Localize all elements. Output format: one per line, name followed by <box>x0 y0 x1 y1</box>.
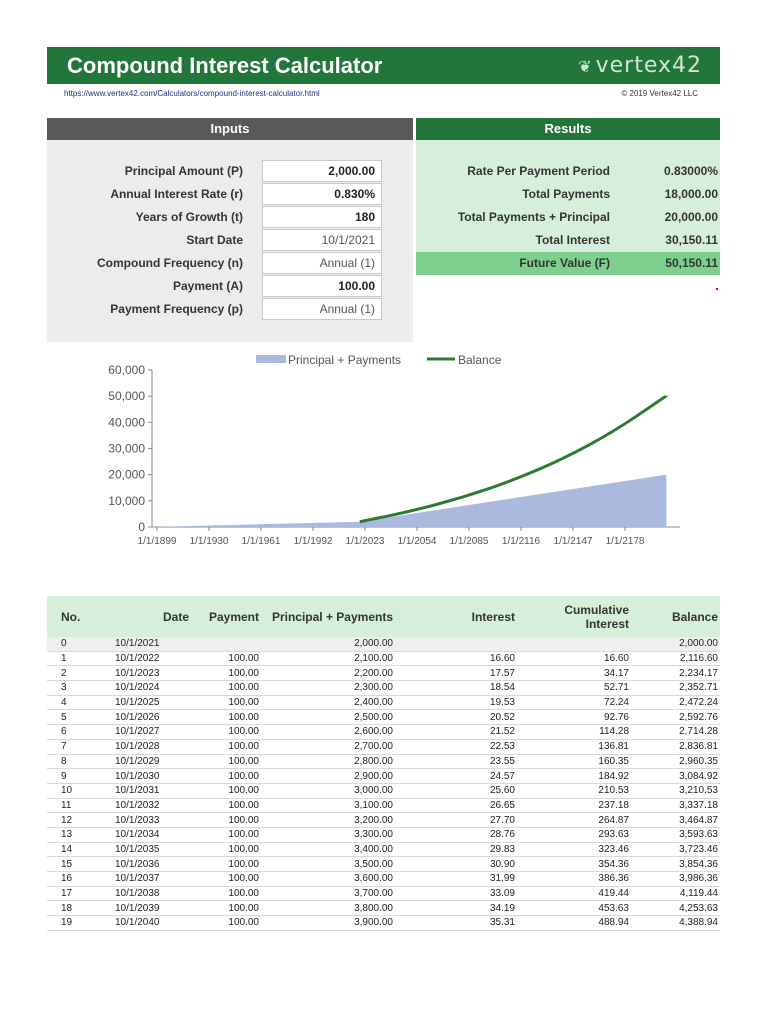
cell-no: 4 <box>47 695 113 710</box>
page-title: Compound Interest Calculator <box>67 53 383 78</box>
cell-balance: 2,714.28 <box>631 725 720 740</box>
cell-payment: 100.00 <box>189 666 261 681</box>
cell-payment: 100.00 <box>189 886 261 901</box>
future-value-value: 50,150.11 <box>665 256 718 270</box>
cell-no: 9 <box>47 769 113 784</box>
cell-balance: 3,986.36 <box>631 872 720 887</box>
cell-cumulative-interest: 210.53 <box>517 783 631 798</box>
cell-principal-payments: 2,600.00 <box>261 725 395 740</box>
cell-interest: 29.83 <box>395 842 517 857</box>
cell-principal-payments: 2,300.00 <box>261 681 395 696</box>
cell-principal-payments: 3,200.00 <box>261 813 395 828</box>
cell-cumulative-interest: 184.92 <box>517 769 631 784</box>
cell-cumulative-interest: 136.81 <box>517 739 631 754</box>
total-interest-label: Total Interest <box>535 233 610 247</box>
table-row <box>47 813 720 828</box>
cell-date: 10/1/2028 <box>113 739 189 754</box>
cell-interest: 21.52 <box>395 725 517 740</box>
cell-date: 10/1/2026 <box>113 710 189 725</box>
vertex42-logo <box>578 53 702 78</box>
cell-principal-payments: 3,600.00 <box>261 872 395 887</box>
header-payment: Payment <box>208 609 259 624</box>
results-panel <box>416 140 720 252</box>
future-value-row <box>416 252 720 275</box>
legend-swatch-principal <box>256 355 286 363</box>
cell-principal-payments: 2,200.00 <box>261 666 395 681</box>
start-date-label: Start Date <box>186 233 243 247</box>
cell-principal-payments: 3,900.00 <box>261 916 395 931</box>
compound-frequency-label: Compound Frequency (n) <box>97 256 243 270</box>
cell-balance: 4,388.94 <box>631 916 720 931</box>
cell-balance: 3,593.63 <box>631 827 720 842</box>
table-row <box>47 916 720 931</box>
cell-date: 10/1/2037 <box>113 872 189 887</box>
payment-frequency-select[interactable]: Annual (1) <box>262 298 382 320</box>
cell-interest: 25.60 <box>395 783 517 798</box>
principal-row <box>47 160 413 183</box>
cell-no: 5 <box>47 710 113 725</box>
cell-interest: 31.99 <box>395 872 517 887</box>
red-marker <box>716 288 718 290</box>
cell-no: 11 <box>47 798 113 813</box>
y-tick-label: 40,000 <box>108 415 145 430</box>
cell-interest: 28.76 <box>395 827 517 842</box>
cell-cumulative-interest: 114.28 <box>517 725 631 740</box>
table-row <box>47 666 720 681</box>
cell-balance: 3,084.92 <box>631 769 720 784</box>
cell-payment: 100.00 <box>189 681 261 696</box>
x-tick-label: 1/1/1930 <box>189 536 229 547</box>
y-tick-label: 0 <box>138 520 145 534</box>
leaf-icon: ❦ <box>578 57 593 76</box>
table-row <box>47 769 720 784</box>
cell-date: 10/1/2031 <box>113 783 189 798</box>
rate-per-period-label: Rate Per Payment Period <box>467 164 610 178</box>
cell-date: 10/1/2029 <box>113 754 189 769</box>
cell-cumulative-interest: 160.35 <box>517 754 631 769</box>
cell-principal-payments: 3,000.00 <box>261 783 395 798</box>
cell-principal-payments: 2,400.00 <box>261 695 395 710</box>
source-url-link[interactable]: https://www.vertex42.com/Calculators/compound-interest-calculator.html <box>64 89 320 98</box>
cell-date: 10/1/2021 <box>113 637 189 651</box>
cell-date: 10/1/2035 <box>113 842 189 857</box>
cell-balance: 2,352.71 <box>631 681 720 696</box>
cell-balance: 4,119.44 <box>631 886 720 901</box>
cell-payment: 100.00 <box>189 916 261 931</box>
cell-date: 10/1/2023 <box>113 666 189 681</box>
cell-balance: 3,210.53 <box>631 783 720 798</box>
table-row <box>47 710 720 725</box>
cell-cumulative-interest: 52.71 <box>517 681 631 696</box>
cell-balance: 3,464.87 <box>631 813 720 828</box>
cell-payment <box>189 637 261 651</box>
cell-interest: 35.31 <box>395 916 517 931</box>
cell-balance: 2,472.24 <box>631 695 720 710</box>
cell-cumulative-interest: 293.63 <box>517 827 631 842</box>
cell-interest <box>395 637 517 651</box>
total-interest-value: 30,150.11 <box>665 233 718 247</box>
cell-cumulative-interest: 72.24 <box>517 695 631 710</box>
x-tick-label: 1/1/2023 <box>345 536 385 547</box>
payment-frequency-label: Payment Frequency (p) <box>110 302 243 316</box>
cell-payment: 100.00 <box>189 695 261 710</box>
rate-row <box>47 183 413 206</box>
payment-frequency-row <box>47 298 413 321</box>
title-bar <box>47 47 720 84</box>
cell-date: 10/1/2039 <box>113 901 189 916</box>
legend-label-principal: Principal + Payments <box>288 353 402 367</box>
total-payments-label: Total Payments <box>522 187 610 201</box>
cell-balance: 2,960.35 <box>631 754 720 769</box>
table-row <box>47 872 720 887</box>
x-tick-label: 1/1/1992 <box>293 536 333 547</box>
growth-chart-svg <box>80 345 720 555</box>
cell-principal-payments: 2,100.00 <box>261 651 395 666</box>
y-tick-label: 10,000 <box>108 493 145 508</box>
cell-cumulative-interest: 488.94 <box>517 916 631 931</box>
table-row <box>47 842 720 857</box>
rate-per-period-value: 0.83000% <box>663 164 718 178</box>
cell-balance: 3,854.36 <box>631 857 720 872</box>
cell-interest: 16.60 <box>395 651 517 666</box>
cell-no: 0 <box>47 637 113 651</box>
compound-frequency-row <box>47 252 413 275</box>
cell-date: 10/1/2032 <box>113 798 189 813</box>
header-balance: Balance <box>671 609 718 624</box>
cell-cumulative-interest: 453.63 <box>517 901 631 916</box>
cell-balance: 2,836.81 <box>631 739 720 754</box>
y-tick-label: 60,000 <box>108 363 145 377</box>
payments-plus-principal-label: Total Payments + Principal <box>457 210 610 224</box>
cell-interest: 19.53 <box>395 695 517 710</box>
cell-payment: 100.00 <box>189 798 261 813</box>
x-tick-label: 1/1/2054 <box>397 536 437 547</box>
x-tick-label: 1/1/2147 <box>553 536 593 547</box>
table-row <box>47 754 720 769</box>
cell-interest: 22.53 <box>395 739 517 754</box>
cell-payment: 100.00 <box>189 872 261 887</box>
future-value-label: Future Value (F) <box>519 256 610 270</box>
cell-payment: 100.00 <box>189 725 261 740</box>
cell-principal-payments: 2,500.00 <box>261 710 395 725</box>
table-row <box>47 827 720 842</box>
cell-date: 10/1/2033 <box>113 813 189 828</box>
cell-date: 10/1/2038 <box>113 886 189 901</box>
total-payments-value: 18,000.00 <box>664 187 718 201</box>
inputs-heading: Inputs <box>47 118 413 140</box>
results-heading: Results <box>416 118 720 140</box>
cell-date: 10/1/2025 <box>113 695 189 710</box>
cell-no: 7 <box>47 739 113 754</box>
header-cumulative-interest: Cumulative Interest <box>564 602 629 631</box>
table-row <box>47 681 720 696</box>
cell-no: 8 <box>47 754 113 769</box>
start-date-input[interactable]: 10/1/2021 <box>262 229 382 251</box>
cell-payment: 100.00 <box>189 769 261 784</box>
cell-balance: 2,592.76 <box>631 710 720 725</box>
result-row <box>416 183 720 206</box>
amortization-table <box>47 596 720 931</box>
payment-input[interactable]: 100.00 <box>262 275 382 297</box>
cell-cumulative-interest: 323.46 <box>517 842 631 857</box>
years-label: Years of Growth (t) <box>135 210 243 224</box>
result-row <box>416 160 720 183</box>
payment-label: Payment (A) <box>172 279 243 293</box>
y-tick-label: 50,000 <box>108 389 145 404</box>
cell-cumulative-interest: 386.36 <box>517 872 631 887</box>
cell-payment: 100.00 <box>189 710 261 725</box>
cell-payment: 100.00 <box>189 813 261 828</box>
cell-no: 2 <box>47 666 113 681</box>
cell-principal-payments: 3,700.00 <box>261 886 395 901</box>
cell-principal-payments: 2,800.00 <box>261 754 395 769</box>
payment-row <box>47 275 413 298</box>
cell-interest: 20.52 <box>395 710 517 725</box>
header-no: No. <box>61 609 81 624</box>
cell-balance: 2,116.60 <box>631 651 720 666</box>
cell-payment: 100.00 <box>189 651 261 666</box>
payments-plus-principal-value: 20,000.00 <box>664 210 718 224</box>
cell-payment: 100.00 <box>189 739 261 754</box>
growth-chart <box>80 345 720 555</box>
cell-date: 10/1/2027 <box>113 725 189 740</box>
cell-no: 3 <box>47 681 113 696</box>
inputs-panel <box>47 140 413 342</box>
cell-payment: 100.00 <box>189 857 261 872</box>
cell-payment: 100.00 <box>189 901 261 916</box>
cell-interest: 17.57 <box>395 666 517 681</box>
cell-no: 15 <box>47 857 113 872</box>
table-row <box>47 886 720 901</box>
years-input[interactable]: 180 <box>262 206 382 228</box>
cell-interest: 24.57 <box>395 769 517 784</box>
years-row <box>47 206 413 229</box>
cell-no: 1 <box>47 651 113 666</box>
cell-cumulative-interest: 264.87 <box>517 813 631 828</box>
cell-interest: 18.54 <box>395 681 517 696</box>
legend-label-balance: Balance <box>458 353 502 367</box>
cell-balance: 2,234.17 <box>631 666 720 681</box>
cell-cumulative-interest: 92.76 <box>517 710 631 725</box>
table-row <box>47 651 720 666</box>
cell-principal-payments: 2,000.00 <box>261 637 395 651</box>
header-date: Date <box>162 609 189 624</box>
cell-date: 10/1/2034 <box>113 827 189 842</box>
copyright-text: © 2019 Vertex42 LLC <box>621 89 698 98</box>
table-row <box>47 901 720 916</box>
cell-no: 12 <box>47 813 113 828</box>
table-row <box>47 695 720 710</box>
result-row <box>416 229 720 252</box>
cell-no: 18 <box>47 901 113 916</box>
cell-principal-payments: 2,900.00 <box>261 769 395 784</box>
cell-principal-payments: 3,300.00 <box>261 827 395 842</box>
table-header-row <box>47 596 720 637</box>
cell-date: 10/1/2036 <box>113 857 189 872</box>
cell-payment: 100.00 <box>189 842 261 857</box>
logo-text: vertex42 <box>595 53 702 78</box>
cell-payment: 100.00 <box>189 783 261 798</box>
cell-interest: 33.09 <box>395 886 517 901</box>
table-row <box>47 857 720 872</box>
cell-cumulative-interest: 419.44 <box>517 886 631 901</box>
cell-date: 10/1/2030 <box>113 769 189 784</box>
cell-payment: 100.00 <box>189 754 261 769</box>
cell-no: 10 <box>47 783 113 798</box>
principal-payments-area <box>152 475 666 527</box>
cell-balance: 3,723.46 <box>631 842 720 857</box>
cell-cumulative-interest: 16.60 <box>517 651 631 666</box>
rate-input[interactable]: 0.830% <box>262 183 382 205</box>
cell-interest: 30.90 <box>395 857 517 872</box>
compound-frequency-select[interactable]: Annual (1) <box>262 252 382 274</box>
cell-principal-payments: 3,100.00 <box>261 798 395 813</box>
cell-interest: 34.19 <box>395 901 517 916</box>
table-row <box>47 783 720 798</box>
cell-interest: 23.55 <box>395 754 517 769</box>
header-principal-payments: Principal + Payments <box>271 609 393 624</box>
x-tick-label: 1/1/2085 <box>449 536 489 547</box>
cell-principal-payments: 2,700.00 <box>261 739 395 754</box>
cell-cumulative-interest: 354.36 <box>517 857 631 872</box>
cell-no: 16 <box>47 872 113 887</box>
cell-cumulative-interest: 237.18 <box>517 798 631 813</box>
table-row <box>47 739 720 754</box>
cell-no: 17 <box>47 886 113 901</box>
x-tick-label: 1/1/1961 <box>241 536 281 547</box>
principal-input[interactable]: 2,000.00 <box>262 160 382 182</box>
y-tick-label: 30,000 <box>108 441 145 456</box>
cell-principal-payments: 3,800.00 <box>261 901 395 916</box>
result-row <box>416 206 720 229</box>
header-interest: Interest <box>471 609 515 624</box>
principal-label: Principal Amount (P) <box>124 164 243 178</box>
cell-payment: 100.00 <box>189 827 261 842</box>
cell-no: 6 <box>47 725 113 740</box>
table-row <box>47 637 720 651</box>
start-date-row <box>47 229 413 252</box>
chart-legend <box>256 353 502 367</box>
table-row <box>47 725 720 740</box>
cell-balance: 4,253.63 <box>631 901 720 916</box>
x-tick-label: 1/1/2116 <box>501 536 541 547</box>
rate-label: Annual Interest Rate (r) <box>110 187 243 201</box>
cell-cumulative-interest: 34.17 <box>517 666 631 681</box>
cell-principal-payments: 3,400.00 <box>261 842 395 857</box>
cell-interest: 26.65 <box>395 798 517 813</box>
cell-cumulative-interest <box>517 637 631 651</box>
x-tick-label: 1/1/1899 <box>137 536 177 547</box>
x-tick-label: 1/1/2178 <box>605 536 645 547</box>
cell-date: 10/1/2022 <box>113 651 189 666</box>
cell-no: 13 <box>47 827 113 842</box>
y-tick-label: 20,000 <box>108 467 145 482</box>
cell-no: 19 <box>47 916 113 931</box>
cell-balance: 2,000.00 <box>631 637 720 651</box>
cell-no: 14 <box>47 842 113 857</box>
cell-date: 10/1/2040 <box>113 916 189 931</box>
table-row <box>47 798 720 813</box>
cell-principal-payments: 3,500.00 <box>261 857 395 872</box>
cell-date: 10/1/2024 <box>113 681 189 696</box>
cell-interest: 27.70 <box>395 813 517 828</box>
cell-balance: 3,337.18 <box>631 798 720 813</box>
